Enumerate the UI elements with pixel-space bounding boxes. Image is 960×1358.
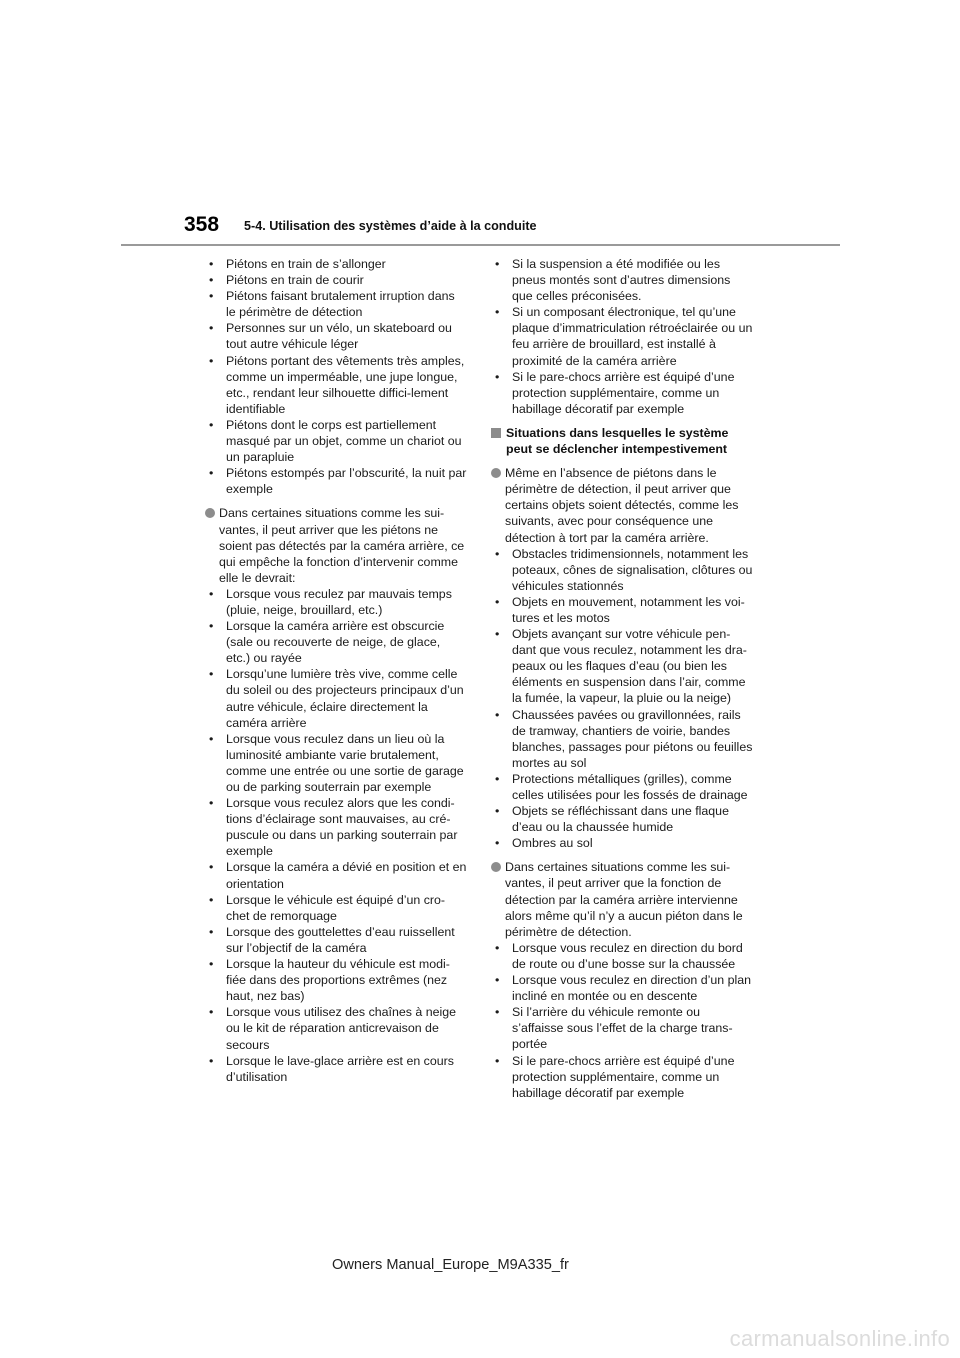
list-item-text: Chaussées pavées ou gravillonnées, rails de tramway, chantiers de voirie, bandes blanches, passages pour piétons ou feuilles mortes au sol xyxy=(512,707,753,770)
list-item xyxy=(205,618,467,666)
right-column xyxy=(491,256,753,1101)
bullet-icon: • xyxy=(209,586,214,601)
list-item xyxy=(205,892,467,924)
list-item-text: Personnes sur un vélo, un skateboard ou tout autre véhicule léger xyxy=(226,321,452,352)
bullet-icon: • xyxy=(209,892,214,907)
camera-limitations-paragraph xyxy=(205,505,467,585)
square-bullet-icon xyxy=(491,428,501,438)
list-item xyxy=(205,256,467,272)
list-item-text: Objets se réfléchissant dans une flaque d’eau ou la chaussée humide xyxy=(512,804,729,835)
list-item xyxy=(205,924,467,956)
list-item-text: Piétons portant des vêtements très amples, comme un imperméable, une jupe longue, etc., rendant leur silhouette diffici-lement identifiable xyxy=(226,353,465,416)
list-item xyxy=(491,835,753,851)
bullet-icon: • xyxy=(209,466,214,481)
list-item xyxy=(205,288,467,320)
list-item xyxy=(491,256,753,304)
list-item-text: Piétons dont le corps est partiellement masqué par un objet, comme un chariot ou un parapluie xyxy=(226,417,462,465)
list-item-text: Piétons estompés par l’obscurité, la nuit par exemple xyxy=(226,466,467,497)
vehicle-modification-list xyxy=(491,256,753,417)
list-item xyxy=(491,972,753,1004)
list-item-text: Protections métalliques (grilles), comme celles utilisées pour les fossés de drainage xyxy=(512,771,748,802)
list-item-text: Si le pare-chocs arrière est équipé d’une protection supplémentaire, comme un habillage décoratif par exemple xyxy=(512,369,735,416)
list-item xyxy=(491,940,753,972)
paragraph-text: Dans certaines situations comme les sui-vantes, il peut arriver que les piétons ne soient pas détectés par la caméra arrière, ce qui empêche la fonction d’intervenir comme elle le devrait: xyxy=(219,506,465,585)
circle-bullet-icon xyxy=(491,862,501,872)
bullet-icon: • xyxy=(495,940,500,955)
list-item-text: Si un composant électronique, tel qu’une plaque d’immatriculation rétroéclairée ou un feu arrière de brouillard, est installé à proximité de la caméra arrière xyxy=(512,305,753,368)
list-item xyxy=(491,1053,753,1101)
bullet-icon: • xyxy=(209,731,214,746)
list-item-text: Lorsque des gouttelettes d’eau ruissellent sur l’objectif de la caméra xyxy=(226,924,455,955)
bullet-icon: • xyxy=(495,369,500,384)
left-column xyxy=(205,256,467,1085)
list-item-text: Lorsque la hauteur du véhicule est modi-fiée dans des proportions extrêmes (nez haut, nez bas) xyxy=(226,957,450,1004)
list-item-text: Obstacles tridimensionnels, notamment les poteaux, cônes de signalisation, clôtures ou véhicules stationnés xyxy=(512,546,753,593)
list-item xyxy=(491,803,753,835)
bullet-icon: • xyxy=(209,957,214,972)
list-item xyxy=(491,771,753,803)
section-title: 5-4. Utilisation des systèmes d’aide à la conduite xyxy=(244,219,537,233)
bullet-icon: • xyxy=(209,417,214,432)
list-item xyxy=(205,272,467,288)
list-item xyxy=(205,353,467,417)
circle-bullet-icon xyxy=(205,508,215,518)
list-item xyxy=(205,417,467,465)
list-item-text: Objets avançant sur votre véhicule pen-dant que vous reculez, notamment les dra-peaux ou les flaques d’eau (ou bien les éléments en suspension dans l’air, comme la fumée, la vapeur, la pluie ou la neige) xyxy=(512,627,747,706)
bullet-icon: • xyxy=(495,257,500,271)
list-item-text: Si l’arrière du véhicule remonte ou s’affaisse sous l’effet de la charge trans-portée xyxy=(512,1005,733,1052)
false-detection-paragraph xyxy=(491,465,753,545)
list-item-text: Lorsque vous reculez dans un lieu où la luminosité ambiante varie brutalement, comme une entrée ou une sortie de garage ou de parking souterrain par exemple xyxy=(226,731,464,794)
watermark: carmanualsonline.info xyxy=(729,1326,950,1351)
list-item-text: Lorsque le véhicule est équipé d’un cro-chet de remorquage xyxy=(226,892,446,923)
unwanted-activation-paragraph xyxy=(491,859,753,939)
list-item xyxy=(491,369,753,417)
list-item-text: Ombres au sol xyxy=(512,836,593,851)
list-item-text: Piétons en train de s’allonger xyxy=(226,257,386,271)
bullet-icon: • xyxy=(495,1005,500,1020)
page-number: 358 xyxy=(184,213,220,236)
list-item xyxy=(491,594,753,626)
list-item xyxy=(491,707,753,771)
list-item-text: Lorsque vous reculez par mauvais temps (pluie, neige, brouillard, etc.) xyxy=(226,586,452,617)
paragraph-text: Même en l’absence de piétons dans le périmètre de détection, il peut arriver que certains objets soient détectés, comme les suivants, avec pour conséquence une détection à tort par la caméra arrière. xyxy=(505,466,739,545)
list-item-text: Lorsque vous reculez alors que les condi-tions d’éclairage sont mauvaises, au cré-puscule ou dans un parking souterrain par exemple xyxy=(226,796,458,859)
bullet-icon: • xyxy=(209,924,214,939)
list-item xyxy=(205,320,467,352)
bullet-icon: • xyxy=(209,1053,214,1068)
list-item xyxy=(205,859,467,891)
list-item xyxy=(491,546,753,594)
unwanted-activation-list xyxy=(491,940,753,1101)
bullet-icon: • xyxy=(209,667,214,682)
bullet-icon: • xyxy=(209,257,214,271)
list-item xyxy=(205,1053,467,1085)
bullet-icon: • xyxy=(495,627,500,642)
list-item-text: Lorsque vous reculez en direction d’un plan incliné en montée ou en descente xyxy=(512,973,752,1004)
list-item-text: Lorsque vous utilisez des chaînes à neige ou le kit de réparation anticrevaison de secours xyxy=(226,1005,457,1052)
list-item xyxy=(205,731,467,795)
subheading xyxy=(491,425,753,457)
list-item xyxy=(205,586,467,618)
bullet-icon: • xyxy=(209,273,214,288)
paragraph-text: Dans certaines situations comme les sui-vantes, il peut arriver que la fonction de détection par la caméra arrière intervienne alors même qu’il n’y a aucun piéton dans le périmètre de détection. xyxy=(505,860,743,939)
list-item-text: Lorsque la caméra a dévié en position et en orientation xyxy=(226,860,467,891)
bullet-icon: • xyxy=(495,771,500,786)
footer-manual-name: Owners Manual_Europe_M9A335_fr xyxy=(332,1257,569,1273)
bullet-icon: • xyxy=(209,796,214,811)
bullet-icon: • xyxy=(209,619,214,634)
list-item xyxy=(491,304,753,368)
list-item-text: Piétons en train de courir xyxy=(226,273,364,288)
list-item xyxy=(491,1004,753,1052)
bullet-icon: • xyxy=(495,1053,500,1068)
list-item-text: Lorsque vous reculez en direction du bord de route ou d’une bosse sur la chaussée xyxy=(512,940,743,971)
list-item-text: Lorsque la caméra arrière est obscurcie (sale ou recouverte de neige, de glace, etc.) ou rayée xyxy=(226,619,445,666)
list-item-text: Si la suspension a été modifiée ou les pneus montés sont d’autres dimensions que celles préconisées. xyxy=(512,257,731,304)
bullet-icon: • xyxy=(495,804,500,819)
list-item xyxy=(205,795,467,859)
bullet-icon: • xyxy=(495,305,500,320)
list-item-text: Lorsqu’une lumière très vive, comme celle du soleil ou des projecteurs principaux d’un autre véhicule, éclaire directement la caméra arrière xyxy=(226,667,464,730)
list-item-text: Objets en mouvement, notamment les voi-tures et les motos xyxy=(512,594,745,625)
subheading-text: Situations dans lesquelles le système peut se déclencher intempestivement xyxy=(506,425,729,457)
list-item xyxy=(491,626,753,706)
false-detection-objects-list xyxy=(491,546,753,852)
header-rule xyxy=(121,244,840,246)
bullet-icon: • xyxy=(209,353,214,368)
bullet-icon: • xyxy=(495,594,500,609)
pedestrian-bullet-list xyxy=(205,256,467,497)
list-item xyxy=(205,465,467,497)
list-item xyxy=(205,1004,467,1052)
list-item xyxy=(205,956,467,1004)
bullet-icon: • xyxy=(495,973,500,988)
list-item-text: Piétons faisant brutalement irruption dans le périmètre de détection xyxy=(226,289,455,320)
list-item xyxy=(205,666,467,730)
camera-limitations-list xyxy=(205,586,467,1085)
circle-bullet-icon xyxy=(491,468,501,478)
list-item-text: Si le pare-chocs arrière est équipé d’une protection supplémentaire, comme un habillage décoratif par exemple xyxy=(512,1053,735,1100)
bullet-icon: • xyxy=(209,321,214,336)
bullet-icon: • xyxy=(209,289,214,304)
bullet-icon: • xyxy=(209,1005,214,1020)
bullet-icon: • xyxy=(209,860,214,875)
bullet-icon: • xyxy=(495,707,500,722)
bullet-icon: • xyxy=(495,836,500,851)
bullet-icon: • xyxy=(495,546,500,561)
list-item-text: Lorsque le lave-glace arrière est en cours d’utilisation xyxy=(226,1053,454,1084)
